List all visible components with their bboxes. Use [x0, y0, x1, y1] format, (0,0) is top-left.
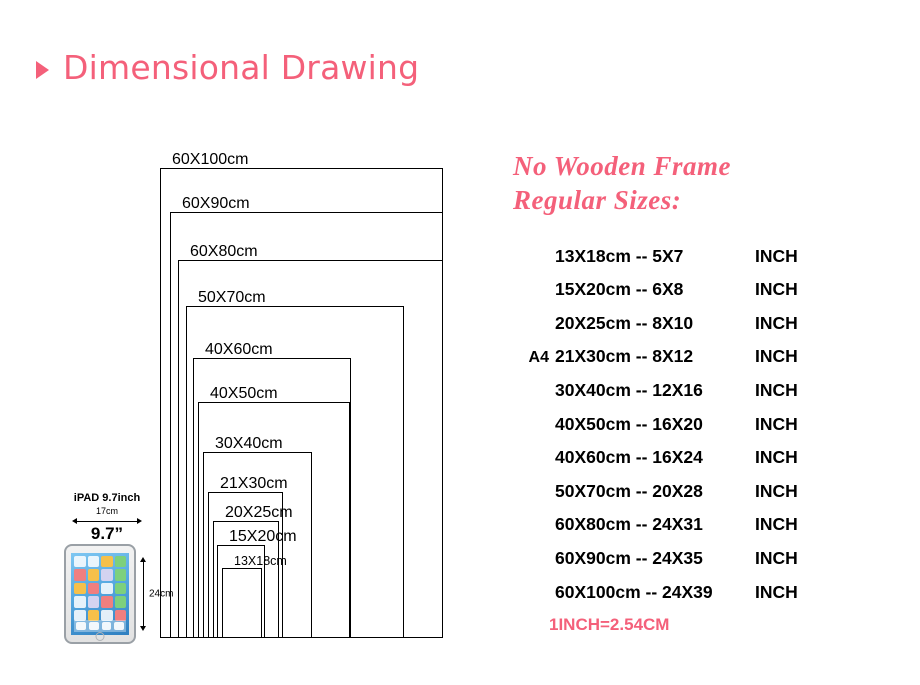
ipad-width-label: 17cm: [95, 506, 118, 516]
size-list-item: [505, 340, 905, 374]
size-frame: [222, 568, 262, 638]
size-frame-label: 60X90cm: [182, 195, 250, 212]
size-dimensions: 30X40cm -- 12X16: [555, 380, 703, 400]
conversion-note: 1INCH=2.54CM: [549, 615, 670, 635]
size-unit: INCH: [755, 380, 798, 400]
size-dimensions: 13X18cm -- 5X7: [555, 245, 684, 266]
size-dimensions: 21X30cm -- 8X12: [555, 346, 694, 367]
size-dimensions: 40X60cm -- 16X24: [555, 447, 703, 468]
size-list-item: [505, 307, 905, 341]
ipad-diagonal-label: 9.7”: [90, 524, 124, 543]
size-unit: INCH: [755, 581, 798, 602]
size-dimensions: 20X25cm -- 8X10: [555, 312, 694, 333]
horizontal-arrow-icon: [72, 517, 142, 525]
size-list: [505, 240, 905, 610]
size-unit: INCH: [755, 547, 798, 568]
size-dimensions: 15X20cm -- 6X8: [555, 279, 684, 300]
size-frame-label: 40X50cm: [210, 385, 278, 402]
vertical-arrow-icon: [139, 557, 147, 631]
ipad-width-measure: [64, 506, 150, 516]
size-unit: INCH: [755, 279, 798, 300]
size-unit: INCH: [755, 346, 798, 367]
heading-line-2: Regular Sizes:: [513, 184, 682, 215]
size-list-item: [505, 240, 905, 274]
regular-sizes-panel: [505, 150, 905, 635]
size-list-item: [505, 408, 905, 442]
size-unit: INCH: [755, 447, 798, 468]
size-list-item: [505, 542, 905, 576]
size-frame-label: 60X100cm: [172, 151, 249, 168]
size-list-item: [505, 475, 905, 509]
size-dimensions: 60X90cm -- 24X35: [555, 547, 703, 568]
ipad-height-measure: [139, 544, 174, 644]
home-button-icon: [96, 632, 105, 641]
size-list-item: [505, 441, 905, 475]
size-frame-label: 40X60cm: [205, 341, 273, 358]
size-dimensions: 50X70cm -- 20X28: [555, 480, 703, 501]
size-unit: INCH: [755, 413, 798, 434]
regular-sizes-heading: [513, 150, 905, 218]
size-frame-label: 15X20cm: [229, 528, 297, 545]
size-dimensions: 40X50cm -- 16X20: [555, 413, 703, 434]
size-unit: INCH: [755, 514, 798, 535]
size-unit: INCH: [755, 245, 798, 266]
size-tag: A4: [528, 349, 549, 367]
size-frame-label: 20X25cm: [225, 504, 293, 521]
size-frame-label: 60X80cm: [190, 243, 258, 260]
size-frame-label: 13X18cm: [234, 554, 287, 568]
size-list-item: [505, 508, 905, 542]
size-dimensions: 60X80cm -- 24X31: [555, 514, 703, 535]
size-unit: INCH: [755, 312, 798, 333]
ipad-height-label: 24cm: [149, 588, 174, 600]
page-title-text: Dimensional Drawing: [63, 48, 420, 87]
heading-line-1: No Wooden Frame: [513, 151, 732, 181]
size-dimensions: 60X100cm -- 24X39: [555, 581, 713, 602]
ipad-reference: [62, 492, 174, 644]
ipad-caption: iPAD 9.7inch: [73, 492, 141, 504]
size-list-item: [505, 273, 905, 307]
size-list-item: [505, 576, 905, 610]
size-frame-label: 30X40cm: [215, 435, 283, 452]
size-unit: INCH: [755, 480, 798, 501]
size-frame-label: 21X30cm: [220, 475, 288, 492]
size-frame-label: 50X70cm: [198, 289, 266, 306]
tablet-icon: [64, 544, 136, 644]
size-list-item: [505, 374, 905, 408]
